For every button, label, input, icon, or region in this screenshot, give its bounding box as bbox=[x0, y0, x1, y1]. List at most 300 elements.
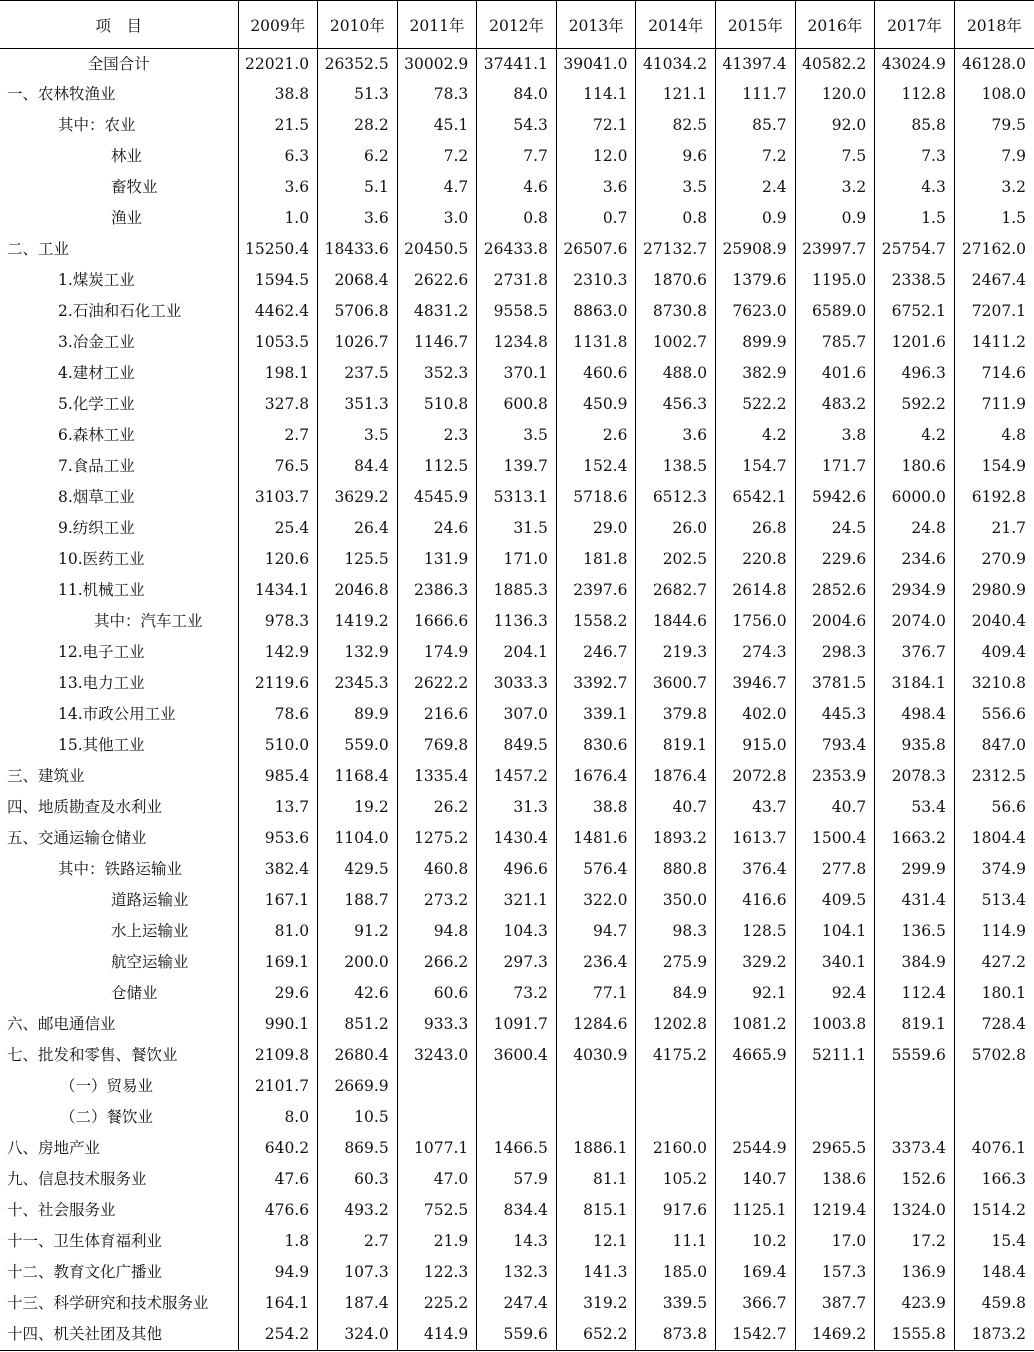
value-cell: 2004.6 bbox=[795, 607, 875, 638]
value-cell: 1500.4 bbox=[795, 824, 875, 855]
value-cell: 7.2 bbox=[716, 142, 796, 173]
table-row bbox=[0, 80, 1034, 111]
value-cell: 26352.5 bbox=[318, 49, 398, 80]
value-cell: 246.7 bbox=[556, 638, 636, 669]
value-cell: 1026.7 bbox=[318, 328, 398, 359]
value-cell: 138.6 bbox=[795, 1165, 875, 1196]
value-cell: 834.4 bbox=[477, 1196, 557, 1227]
value-cell: 322.0 bbox=[556, 886, 636, 917]
value-cell: 5313.1 bbox=[477, 483, 557, 514]
table-row bbox=[0, 297, 1034, 328]
value-cell: 2731.8 bbox=[477, 266, 557, 297]
value-cell: 935.8 bbox=[875, 731, 955, 762]
value-cell: 460.6 bbox=[556, 359, 636, 390]
value-cell bbox=[875, 1072, 955, 1103]
value-cell: 4030.9 bbox=[556, 1041, 636, 1072]
value-cell: 0.8 bbox=[477, 204, 557, 235]
table-row bbox=[0, 173, 1034, 204]
value-cell: 105.2 bbox=[636, 1165, 716, 1196]
value-cell: 402.0 bbox=[716, 700, 796, 731]
value-cell: 60.3 bbox=[318, 1165, 398, 1196]
value-cell: 234.6 bbox=[875, 545, 955, 576]
row-label: 七、批发和零售、餐饮业 bbox=[7, 1046, 178, 1065]
value-cell: 899.9 bbox=[716, 328, 796, 359]
row-label: 12.电子工业 bbox=[58, 643, 145, 662]
value-cell: 79.5 bbox=[954, 111, 1034, 142]
table-row bbox=[0, 1103, 1034, 1134]
value-cell bbox=[397, 1072, 477, 1103]
value-cell: 140.7 bbox=[716, 1165, 796, 1196]
value-cell: 785.7 bbox=[795, 328, 875, 359]
value-cell: 7.2 bbox=[397, 142, 477, 173]
value-cell: 157.3 bbox=[795, 1258, 875, 1289]
value-cell bbox=[875, 1103, 955, 1134]
value-cell bbox=[716, 1103, 796, 1134]
value-cell: 277.8 bbox=[795, 855, 875, 886]
value-cell: 82.5 bbox=[636, 111, 716, 142]
value-cell: 915.0 bbox=[716, 731, 796, 762]
table-row bbox=[0, 576, 1034, 607]
value-cell: 198.1 bbox=[238, 359, 318, 390]
value-cell: 1379.6 bbox=[716, 266, 796, 297]
value-cell: 4831.2 bbox=[397, 297, 477, 328]
value-cell: 229.6 bbox=[795, 545, 875, 576]
value-cell: 200.0 bbox=[318, 948, 398, 979]
value-cell: 1324.0 bbox=[875, 1196, 955, 1227]
value-cell: 136.5 bbox=[875, 917, 955, 948]
value-cell: 522.2 bbox=[716, 390, 796, 421]
row-label: 全国合计 bbox=[87, 54, 150, 73]
value-cell: 416.6 bbox=[716, 886, 796, 917]
value-cell: 990.1 bbox=[238, 1010, 318, 1041]
value-cell: 2040.4 bbox=[954, 607, 1034, 638]
value-cell: 4545.9 bbox=[397, 483, 477, 514]
value-cell: 299.9 bbox=[875, 855, 955, 886]
value-cell: 180.6 bbox=[875, 452, 955, 483]
value-cell: 1146.7 bbox=[397, 328, 477, 359]
value-cell: 851.2 bbox=[318, 1010, 398, 1041]
value-cell: 9558.5 bbox=[477, 297, 557, 328]
value-cell: 2101.7 bbox=[238, 1072, 318, 1103]
value-cell: 132.9 bbox=[318, 638, 398, 669]
value-cell: 1234.8 bbox=[477, 328, 557, 359]
value-cell: 450.9 bbox=[556, 390, 636, 421]
table-row bbox=[0, 1227, 1034, 1258]
value-cell bbox=[556, 1072, 636, 1103]
value-cell: 180.1 bbox=[954, 979, 1034, 1010]
value-cell: 273.2 bbox=[397, 886, 477, 917]
value-cell: 559.6 bbox=[477, 1320, 557, 1351]
row-label: 4.建材工业 bbox=[58, 364, 135, 383]
value-cell: 77.1 bbox=[556, 979, 636, 1010]
value-cell: 78.6 bbox=[238, 700, 318, 731]
table-row bbox=[0, 762, 1034, 793]
value-cell: 3.6 bbox=[318, 204, 398, 235]
value-cell: 352.3 bbox=[397, 359, 477, 390]
row-label: 8.烟草工业 bbox=[58, 488, 135, 507]
table-row bbox=[0, 638, 1034, 669]
value-cell: 120.0 bbox=[795, 80, 875, 111]
value-cell: 1555.8 bbox=[875, 1320, 955, 1351]
value-cell: 298.3 bbox=[795, 638, 875, 669]
value-cell: 4.2 bbox=[716, 421, 796, 452]
value-cell: 47.0 bbox=[397, 1165, 477, 1196]
table-row bbox=[0, 1196, 1034, 1227]
value-cell: 94.8 bbox=[397, 917, 477, 948]
value-cell: 387.7 bbox=[795, 1289, 875, 1320]
value-cell: 266.2 bbox=[397, 948, 477, 979]
value-cell: 2.3 bbox=[397, 421, 477, 452]
value-cell: 247.4 bbox=[477, 1289, 557, 1320]
value-cell: 2680.4 bbox=[318, 1041, 398, 1072]
value-cell: 652.2 bbox=[556, 1320, 636, 1351]
row-label: 道路运输业 bbox=[111, 891, 189, 910]
value-cell: 3392.7 bbox=[556, 669, 636, 700]
value-cell: 202.5 bbox=[636, 545, 716, 576]
table-row bbox=[0, 824, 1034, 855]
value-cell: 121.1 bbox=[636, 80, 716, 111]
value-cell: 1430.4 bbox=[477, 824, 557, 855]
value-cell bbox=[636, 1072, 716, 1103]
table-row bbox=[0, 111, 1034, 142]
value-cell: 476.6 bbox=[238, 1196, 318, 1227]
value-cell: 3.0 bbox=[397, 204, 477, 235]
value-cell: 27132.7 bbox=[636, 235, 716, 266]
value-cell: 3600.7 bbox=[636, 669, 716, 700]
value-cell: 94.9 bbox=[238, 1258, 318, 1289]
value-cell: 3.5 bbox=[477, 421, 557, 452]
row-label: 2.石油和石化工业 bbox=[58, 302, 182, 321]
value-cell: 15.4 bbox=[954, 1227, 1034, 1258]
value-cell: 379.8 bbox=[636, 700, 716, 731]
value-cell: 1663.2 bbox=[875, 824, 955, 855]
row-label: 其中：汽车工业 bbox=[94, 612, 203, 631]
value-cell: 169.4 bbox=[716, 1258, 796, 1289]
value-cell: 31.3 bbox=[477, 793, 557, 824]
value-cell: 2.6 bbox=[556, 421, 636, 452]
row-label: 7.食品工业 bbox=[58, 457, 135, 476]
value-cell: 111.7 bbox=[716, 80, 796, 111]
value-cell: 6.3 bbox=[238, 142, 318, 173]
row-label: （二）餐饮业 bbox=[60, 1108, 154, 1127]
value-cell: 27162.0 bbox=[954, 235, 1034, 266]
header-year: 2012年 bbox=[477, 1, 557, 49]
value-cell: 30002.9 bbox=[397, 49, 477, 80]
value-cell: 2980.9 bbox=[954, 576, 1034, 607]
value-cell: 1335.4 bbox=[397, 762, 477, 793]
value-cell: 38.8 bbox=[238, 80, 318, 111]
value-cell: 81.1 bbox=[556, 1165, 636, 1196]
row-label: 13.电力工业 bbox=[58, 674, 145, 693]
value-cell: 1666.6 bbox=[397, 607, 477, 638]
value-cell: 1081.2 bbox=[716, 1010, 796, 1041]
value-cell: 3781.5 bbox=[795, 669, 875, 700]
value-cell: 54.3 bbox=[477, 111, 557, 142]
value-cell: 112.8 bbox=[875, 80, 955, 111]
value-cell: 26.8 bbox=[716, 514, 796, 545]
value-cell: 5718.6 bbox=[556, 483, 636, 514]
row-label: 仓储业 bbox=[111, 984, 158, 1003]
value-cell: 57.9 bbox=[477, 1165, 557, 1196]
value-cell: 7.3 bbox=[875, 142, 955, 173]
table-row bbox=[0, 514, 1034, 545]
value-cell: 327.8 bbox=[238, 390, 318, 421]
value-cell: 2544.9 bbox=[716, 1134, 796, 1165]
value-cell: 640.2 bbox=[238, 1134, 318, 1165]
value-cell: 152.4 bbox=[556, 452, 636, 483]
value-cell: 460.8 bbox=[397, 855, 477, 886]
value-cell: 711.9 bbox=[954, 390, 1034, 421]
value-cell: 4175.2 bbox=[636, 1041, 716, 1072]
table-row bbox=[0, 328, 1034, 359]
value-cell: 204.1 bbox=[477, 638, 557, 669]
value-cell: 17.2 bbox=[875, 1227, 955, 1258]
value-cell: 728.4 bbox=[954, 1010, 1034, 1041]
value-cell: 2.4 bbox=[716, 173, 796, 204]
value-cell: 125.5 bbox=[318, 545, 398, 576]
value-cell: 414.9 bbox=[397, 1320, 477, 1351]
table-row bbox=[0, 390, 1034, 421]
table-row bbox=[0, 917, 1034, 948]
table-row bbox=[0, 1258, 1034, 1289]
value-cell: 600.8 bbox=[477, 390, 557, 421]
value-cell: 3033.3 bbox=[477, 669, 557, 700]
value-cell: 51.3 bbox=[318, 80, 398, 111]
value-cell: 793.4 bbox=[795, 731, 875, 762]
value-cell: 24.6 bbox=[397, 514, 477, 545]
value-cell: 3.2 bbox=[954, 173, 1034, 204]
value-cell: 104.1 bbox=[795, 917, 875, 948]
value-cell: 6000.0 bbox=[875, 483, 955, 514]
value-cell: 2397.6 bbox=[556, 576, 636, 607]
value-cell: 880.8 bbox=[636, 855, 716, 886]
value-cell: 510.0 bbox=[238, 731, 318, 762]
table-row bbox=[0, 1134, 1034, 1165]
value-cell: 21.9 bbox=[397, 1227, 477, 1258]
value-cell: 370.1 bbox=[477, 359, 557, 390]
value-cell: 219.3 bbox=[636, 638, 716, 669]
value-cell: 409.4 bbox=[954, 638, 1034, 669]
value-cell: 132.3 bbox=[477, 1258, 557, 1289]
value-cell: 0.7 bbox=[556, 204, 636, 235]
value-cell: 2386.3 bbox=[397, 576, 477, 607]
value-cell bbox=[795, 1103, 875, 1134]
value-cell: 3.6 bbox=[238, 173, 318, 204]
value-cell: 819.1 bbox=[875, 1010, 955, 1041]
value-cell: 350.0 bbox=[636, 886, 716, 917]
value-cell: 26.2 bbox=[397, 793, 477, 824]
value-cell: 2078.3 bbox=[875, 762, 955, 793]
table-row bbox=[0, 49, 1034, 80]
value-cell: 154.7 bbox=[716, 452, 796, 483]
table-row bbox=[0, 948, 1034, 979]
value-cell: 275.9 bbox=[636, 948, 716, 979]
value-cell: 3184.1 bbox=[875, 669, 955, 700]
value-cell: 493.2 bbox=[318, 1196, 398, 1227]
value-cell bbox=[556, 1103, 636, 1134]
value-cell: 1466.5 bbox=[477, 1134, 557, 1165]
value-cell: 4.6 bbox=[477, 173, 557, 204]
table-row bbox=[0, 421, 1034, 452]
value-cell: 188.7 bbox=[318, 886, 398, 917]
value-cell: 6589.0 bbox=[795, 297, 875, 328]
header-year: 2015年 bbox=[716, 1, 796, 49]
value-cell: 2622.6 bbox=[397, 266, 477, 297]
row-label: 14.市政公用工业 bbox=[58, 705, 176, 724]
value-cell: 43.7 bbox=[716, 793, 796, 824]
value-cell: 2467.4 bbox=[954, 266, 1034, 297]
value-cell: 849.5 bbox=[477, 731, 557, 762]
value-cell: 496.3 bbox=[875, 359, 955, 390]
value-cell: 22021.0 bbox=[238, 49, 318, 80]
value-cell: 1195.0 bbox=[795, 266, 875, 297]
value-cell: 5211.1 bbox=[795, 1041, 875, 1072]
value-cell: 40582.2 bbox=[795, 49, 875, 80]
row-label: 9.纺织工业 bbox=[58, 519, 135, 538]
value-cell: 171.7 bbox=[795, 452, 875, 483]
value-cell: 84.4 bbox=[318, 452, 398, 483]
value-cell: 20450.5 bbox=[397, 235, 477, 266]
value-cell: 2353.9 bbox=[795, 762, 875, 793]
value-cell: 1434.1 bbox=[238, 576, 318, 607]
value-cell: 142.9 bbox=[238, 638, 318, 669]
row-label: 十二、教育文化广播业 bbox=[7, 1263, 163, 1282]
value-cell: 1104.0 bbox=[318, 824, 398, 855]
value-cell: 5702.8 bbox=[954, 1041, 1034, 1072]
row-label: 畜牧业 bbox=[111, 178, 158, 197]
value-cell: 4.3 bbox=[875, 173, 955, 204]
value-cell: 1804.4 bbox=[954, 824, 1034, 855]
value-cell: 13.7 bbox=[238, 793, 318, 824]
value-cell: 2119.6 bbox=[238, 669, 318, 700]
value-cell: 429.5 bbox=[318, 855, 398, 886]
value-cell: 131.9 bbox=[397, 545, 477, 576]
value-cell: 1844.6 bbox=[636, 607, 716, 638]
value-cell: 409.5 bbox=[795, 886, 875, 917]
value-cell: 107.3 bbox=[318, 1258, 398, 1289]
value-cell: 1873.2 bbox=[954, 1320, 1034, 1351]
value-cell: 2310.3 bbox=[556, 266, 636, 297]
value-cell: 1.5 bbox=[954, 204, 1034, 235]
value-cell: 2.7 bbox=[318, 1227, 398, 1258]
value-cell: 141.3 bbox=[556, 1258, 636, 1289]
value-cell: 917.6 bbox=[636, 1196, 716, 1227]
value-cell: 1131.8 bbox=[556, 328, 636, 359]
value-cell: 510.8 bbox=[397, 390, 477, 421]
table-row bbox=[0, 452, 1034, 483]
value-cell: 1136.3 bbox=[477, 607, 557, 638]
value-cell: 496.6 bbox=[477, 855, 557, 886]
value-cell: 445.3 bbox=[795, 700, 875, 731]
value-cell: 559.0 bbox=[318, 731, 398, 762]
value-cell: 978.3 bbox=[238, 607, 318, 638]
value-cell: 26.0 bbox=[636, 514, 716, 545]
table-row bbox=[0, 235, 1034, 266]
value-cell: 4076.1 bbox=[954, 1134, 1034, 1165]
table-row bbox=[0, 1289, 1034, 1320]
value-cell: 220.8 bbox=[716, 545, 796, 576]
row-label: 3.冶金工业 bbox=[58, 333, 135, 352]
row-label: 二、工业 bbox=[7, 240, 70, 259]
value-cell: 254.2 bbox=[238, 1320, 318, 1351]
value-cell: 12.0 bbox=[556, 142, 636, 173]
value-cell: 869.5 bbox=[318, 1134, 398, 1165]
value-cell: 3103.7 bbox=[238, 483, 318, 514]
table-row bbox=[0, 545, 1034, 576]
value-cell: 91.2 bbox=[318, 917, 398, 948]
row-label: 五、交通运输仓储业 bbox=[7, 829, 147, 848]
value-cell: 136.9 bbox=[875, 1258, 955, 1289]
value-cell: 26433.8 bbox=[477, 235, 557, 266]
value-cell: 1542.7 bbox=[716, 1320, 796, 1351]
value-cell: 8730.8 bbox=[636, 297, 716, 328]
row-label: 1.煤炭工业 bbox=[58, 271, 135, 290]
value-cell: 169.1 bbox=[238, 948, 318, 979]
value-cell: 6.2 bbox=[318, 142, 398, 173]
header-item: 项 目 bbox=[0, 1, 238, 49]
value-cell: 1594.5 bbox=[238, 266, 318, 297]
value-cell: 39041.0 bbox=[556, 49, 636, 80]
table-row bbox=[0, 1165, 1034, 1196]
row-label: 10.医药工业 bbox=[58, 550, 145, 569]
value-cell: 340.1 bbox=[795, 948, 875, 979]
value-cell: 7207.1 bbox=[954, 297, 1034, 328]
value-cell: 2160.0 bbox=[636, 1134, 716, 1165]
value-cell: 154.9 bbox=[954, 452, 1034, 483]
value-cell: 1284.6 bbox=[556, 1010, 636, 1041]
value-cell: 128.5 bbox=[716, 917, 796, 948]
value-cell: 270.9 bbox=[954, 545, 1034, 576]
value-cell: 382.4 bbox=[238, 855, 318, 886]
value-cell: 148.4 bbox=[954, 1258, 1034, 1289]
row-label: 6.森林工业 bbox=[58, 426, 135, 445]
value-cell: 29.6 bbox=[238, 979, 318, 1010]
value-cell: 3243.0 bbox=[397, 1041, 477, 1072]
value-cell: 427.2 bbox=[954, 948, 1034, 979]
value-cell: 3.8 bbox=[795, 421, 875, 452]
value-cell: 339.5 bbox=[636, 1289, 716, 1320]
value-cell: 152.6 bbox=[875, 1165, 955, 1196]
table-row bbox=[0, 731, 1034, 762]
value-cell: 112.4 bbox=[875, 979, 955, 1010]
value-cell: 45.1 bbox=[397, 111, 477, 142]
value-cell: 8863.0 bbox=[556, 297, 636, 328]
value-cell: 1886.1 bbox=[556, 1134, 636, 1165]
value-cell: 2312.5 bbox=[954, 762, 1034, 793]
value-cell bbox=[716, 1072, 796, 1103]
value-cell: 769.8 bbox=[397, 731, 477, 762]
table-row bbox=[0, 142, 1034, 173]
value-cell: 73.2 bbox=[477, 979, 557, 1010]
value-cell: 21.5 bbox=[238, 111, 318, 142]
value-cell: 104.3 bbox=[477, 917, 557, 948]
value-cell: 5559.6 bbox=[875, 1041, 955, 1072]
value-cell bbox=[954, 1103, 1034, 1134]
value-cell: 1201.6 bbox=[875, 328, 955, 359]
value-cell bbox=[477, 1072, 557, 1103]
table-row bbox=[0, 1320, 1034, 1351]
value-cell: 376.4 bbox=[716, 855, 796, 886]
value-cell: 23997.7 bbox=[795, 235, 875, 266]
table-row bbox=[0, 359, 1034, 390]
value-cell: 3629.2 bbox=[318, 483, 398, 514]
value-cell: 15250.4 bbox=[238, 235, 318, 266]
value-cell: 1876.4 bbox=[636, 762, 716, 793]
header-year: 2018年 bbox=[954, 1, 1034, 49]
value-cell: 2669.9 bbox=[318, 1072, 398, 1103]
value-cell: 321.1 bbox=[477, 886, 557, 917]
value-cell: 5.1 bbox=[318, 173, 398, 204]
